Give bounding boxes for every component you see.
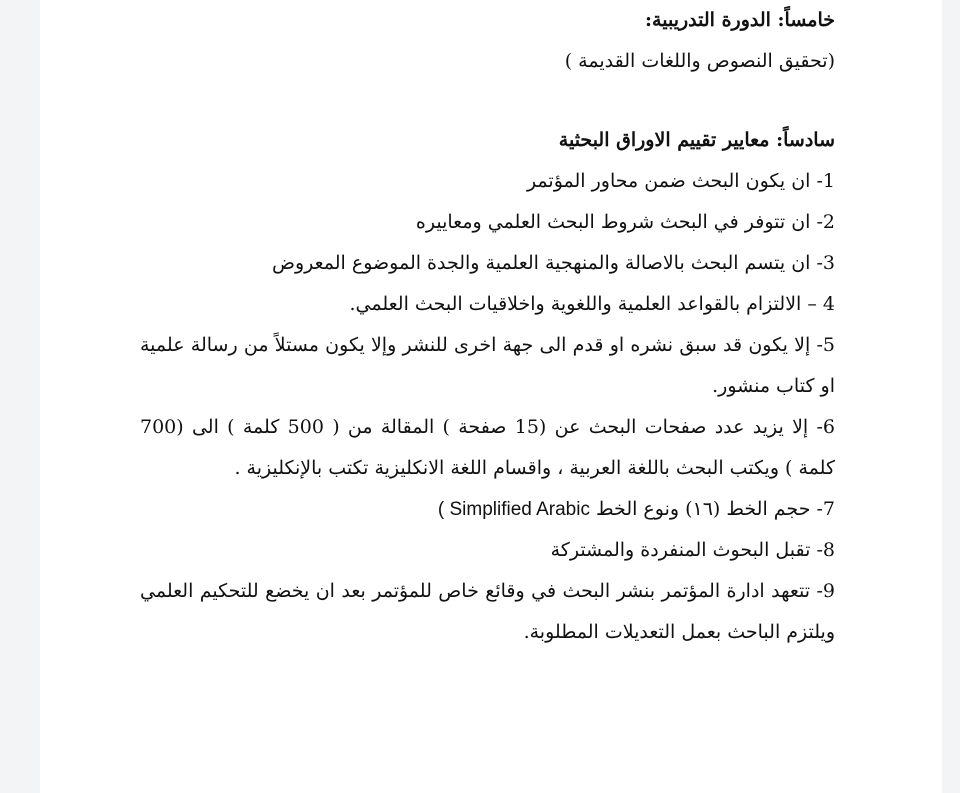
criteria-item-7	[140, 489, 835, 530]
criteria-item-9: 9- تتعهد ادارة المؤتمر بنشر البحث في وقائع خاص للمؤتمر بعد ان يخضع للتحكيم العلمي ويلتزم الباحث بعمل التعديلات المطلوبة.	[140, 580, 835, 643]
criteria-item-8: 8- تقبل البحوث المنفردة والمشتركة	[550, 539, 835, 561]
spacer	[140, 82, 835, 120]
font-name: ( Simplified Arabic	[437, 499, 590, 520]
criteria-item-4: 4 – الالتزام بالقواعد العلمية واللغوية واخلاقيات البحث العلمي.	[349, 293, 835, 315]
criteria-item-3: 3- ان يتسم البحث بالاصالة والمنهجية العلمية والجدة الموضوع المعروض	[271, 252, 835, 274]
criteria-item-6: 6- إلا يزيد عدد صفحات البحث عن (15 صفحة ) المقالة من ( 500 كلمة ) الى (700 كلمة ) ويكتب البحث باللغة العربية ، واقسام اللغة الانكليزية تكتب بالإنكليزية .	[140, 416, 835, 479]
section-6-heading: سادساً: معايير تقييم الاوراق البحثية	[558, 129, 835, 151]
criteria-item-5: 5- إلا يكون قد سبق نشره او قدم الى جهة اخرى للنشر وإلا يكون مستلاً من رسالة علمية او كتاب منشور.	[140, 334, 836, 397]
section-5-subtitle: (تحقيق النصوص واللغات القديمة )	[564, 50, 835, 72]
left-margin	[0, 0, 40, 793]
right-margin	[942, 0, 960, 793]
section-5-heading: خامساً: الدورة التدريبية:	[645, 9, 835, 31]
document-body	[140, 0, 835, 653]
criteria-item-2: 2- ان تتوفر في البحث شروط البحث العلمي ومعاييره	[415, 211, 835, 233]
criteria-item-1: 1- ان يكون البحث ضمن محاور المؤتمر	[526, 170, 835, 192]
criteria-item-7-text: 7- حجم الخط (١٦) ونوع الخط	[596, 498, 835, 520]
